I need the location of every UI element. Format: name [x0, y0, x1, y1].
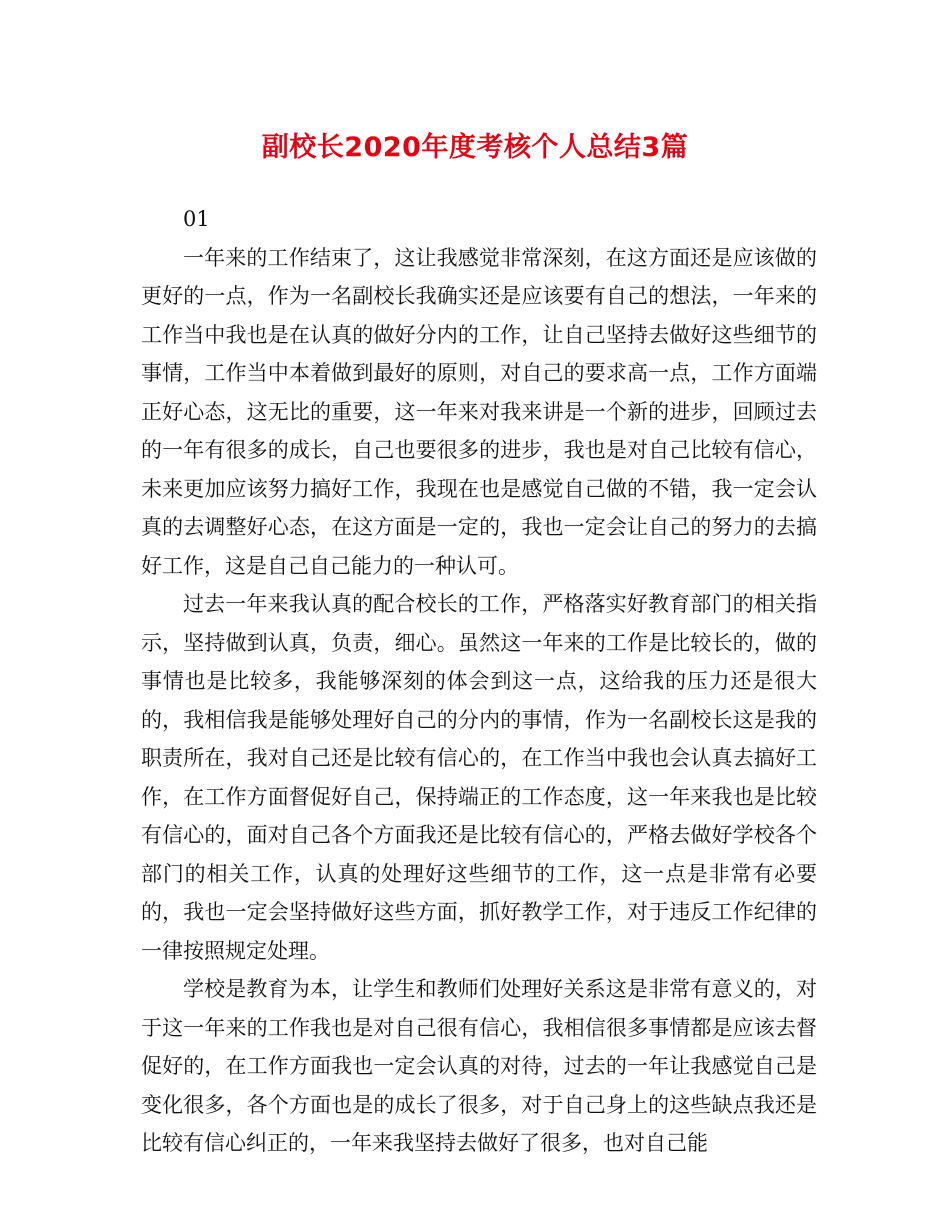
paragraph-2: 过去一年来我认真的配合校长的工作，严格落实好教育部门的相关指示，坚持做到认真，负责，细心。虽然这一年来的工作是比较长的，做的事情也是比较多，我能够深刻的体会到这一点，这给我的压力还是很大的，我相信我是能够处理好自己的分内的事情，作为一名副校长这是我的职责所在，我对自己还是比较有信心的，在工作当中我也会认真去搞好工作，在工作方面督促好自己，保持端正的工作态度，这一年来我也是比较有信心的，面对自己各个方面我还是比较有信心的，严格去做好学校各个部门的相关工作，认真的处理好这些细节的工作，这一点是非常有必要的，我也一定会坚持做好这些方面，抓好教学工作，对于违反工作纪律的一律按照规定处理。: [141, 592, 817, 963]
document-title: 副校长2020年度考核个人总结3篇: [261, 132, 689, 163]
paragraph-3: 学校是教育为本，让学生和教师们处理好关系这是非常有意义的，对于这一年来的工作我也是对自己很有信心，我相信很多事情都是应该去督促好的，在工作方面我也一定会认真的对待，过去的一年让我感觉自己是变化很多，各个方面也是的成长了很多，对于自己身上的这些缺点我还是比较有信心纠正的，一年来我坚持去做好了很多，也对自己能: [141, 977, 817, 1155]
paragraph-1: 一年来的工作结束了，这让我感觉非常深刻，在这方面还是应该做的更好的一点，作为一名副校长我确实还是应该要有自己的想法，一年来的工作当中我也是在认真的做好分内的工作，让自己坚持去做好这些细节的事情，工作当中本着做到最好的原则，对自己的要求高一点，工作方面端正好心态，这无比的重要，这一年来对我来讲是一个新的进步，回顾过去的一年有很多的成长，自己也要很多的进步，我也是对自己比较有信心，未来更加应该努力搞好工作，我现在也是感觉自己做的不错，我一定会认真的去调整好心态，在这方面是一定的，我也一定会让自己的努力的去搞好工作，这是自己自己能力的一种认可。: [141, 245, 817, 578]
section-number: 01: [183, 207, 210, 231]
document-body: [141, 200, 817, 1163]
